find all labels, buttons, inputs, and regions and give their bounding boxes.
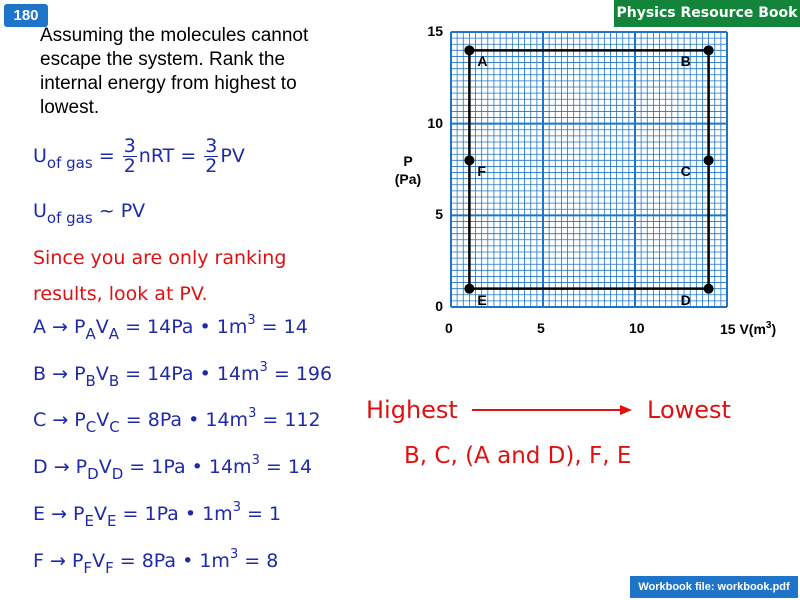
fraction-three-halves: $\frac{3}{2}$ <box>205 135 218 177</box>
ranking-row-f: $F \to P_FV_F = 8Pa$ • $1m^3 = 8$ <box>33 547 279 577</box>
point-e <box>464 284 474 294</box>
x-tick-label: 5 <box>537 320 545 336</box>
point-label-e: E <box>477 291 487 308</box>
nrt-term: nRT <box>138 145 175 167</box>
ranking-row-c: $C \to P_CV_C = 8Pa$ • $14m^3 = 112$ <box>33 406 321 436</box>
highest-label: Highest <box>366 396 458 424</box>
slide-number-badge: 180 <box>4 4 48 27</box>
point-label-c: C <box>680 163 691 180</box>
ranking-row-a: $A \to P_AV_A = 14Pa$ • $1m^3 = 14$ <box>33 313 308 343</box>
u-subscript: of gas <box>46 209 93 227</box>
x-tick-label: 10 <box>629 320 645 336</box>
fraction-three-halves: $\frac{3}{2}$ <box>123 135 136 177</box>
point-b <box>704 45 714 55</box>
proportional-equation <box>33 200 145 227</box>
u-symbol: U <box>33 145 47 167</box>
approx-sign: ~ <box>98 200 115 222</box>
point-f <box>464 155 474 165</box>
u-symbol: U <box>33 200 47 222</box>
internal-energy-equation <box>33 137 245 176</box>
pv-term: PV <box>220 145 245 167</box>
point-label-d: D <box>680 291 691 308</box>
lowest-label: Lowest <box>647 396 731 424</box>
answer-ranking: B, C, (A and D), F, E <box>404 443 632 469</box>
ranking-note: Since you are only ranking results, look at PV. <box>33 247 287 305</box>
v-axis-label: 15 $V(m^3)$ <box>720 320 777 337</box>
y-tick-label: 0 <box>435 298 443 314</box>
x-tick-label: 0 <box>445 320 453 336</box>
point-c <box>704 155 714 165</box>
workbook-link[interactable]: Workbook file: workbook.pdf <box>630 576 798 598</box>
question-text: Assuming the molecules cannot escape the system. Rank the internal energy from highest to lowest. <box>40 25 309 118</box>
point-label-b: B <box>680 53 691 70</box>
book-title-banner: Physics Resource Book <box>614 0 800 27</box>
arrow-right-icon <box>470 400 635 420</box>
process-path <box>469 50 708 288</box>
y-tick-label: 15 <box>427 23 443 39</box>
equals-sign: = <box>98 145 115 167</box>
y-tick-label: 10 <box>427 114 443 131</box>
ranking-row-e: $E \to P_EV_E = 1Pa$ • $1m^3 = 1$ <box>33 500 282 530</box>
u-subscript: of gas <box>46 154 93 172</box>
equals-sign: = <box>180 145 197 167</box>
point-label-a: A <box>477 53 488 70</box>
point-label-f: F <box>477 163 486 180</box>
ranking-row-b: $B \to P_BV_B = 14Pa$ • $14m^3 = 196$ <box>33 360 333 390</box>
point-a <box>464 45 474 55</box>
point-d <box>704 284 714 294</box>
p-axis-label: P (Pa) <box>394 153 422 187</box>
ranking-row-d: $D \to P_DV_D = 1Pa$ • $14m^3 = 14$ <box>33 453 313 483</box>
pv-term: PV <box>120 200 146 222</box>
y-tick-label: 5 <box>435 206 443 223</box>
